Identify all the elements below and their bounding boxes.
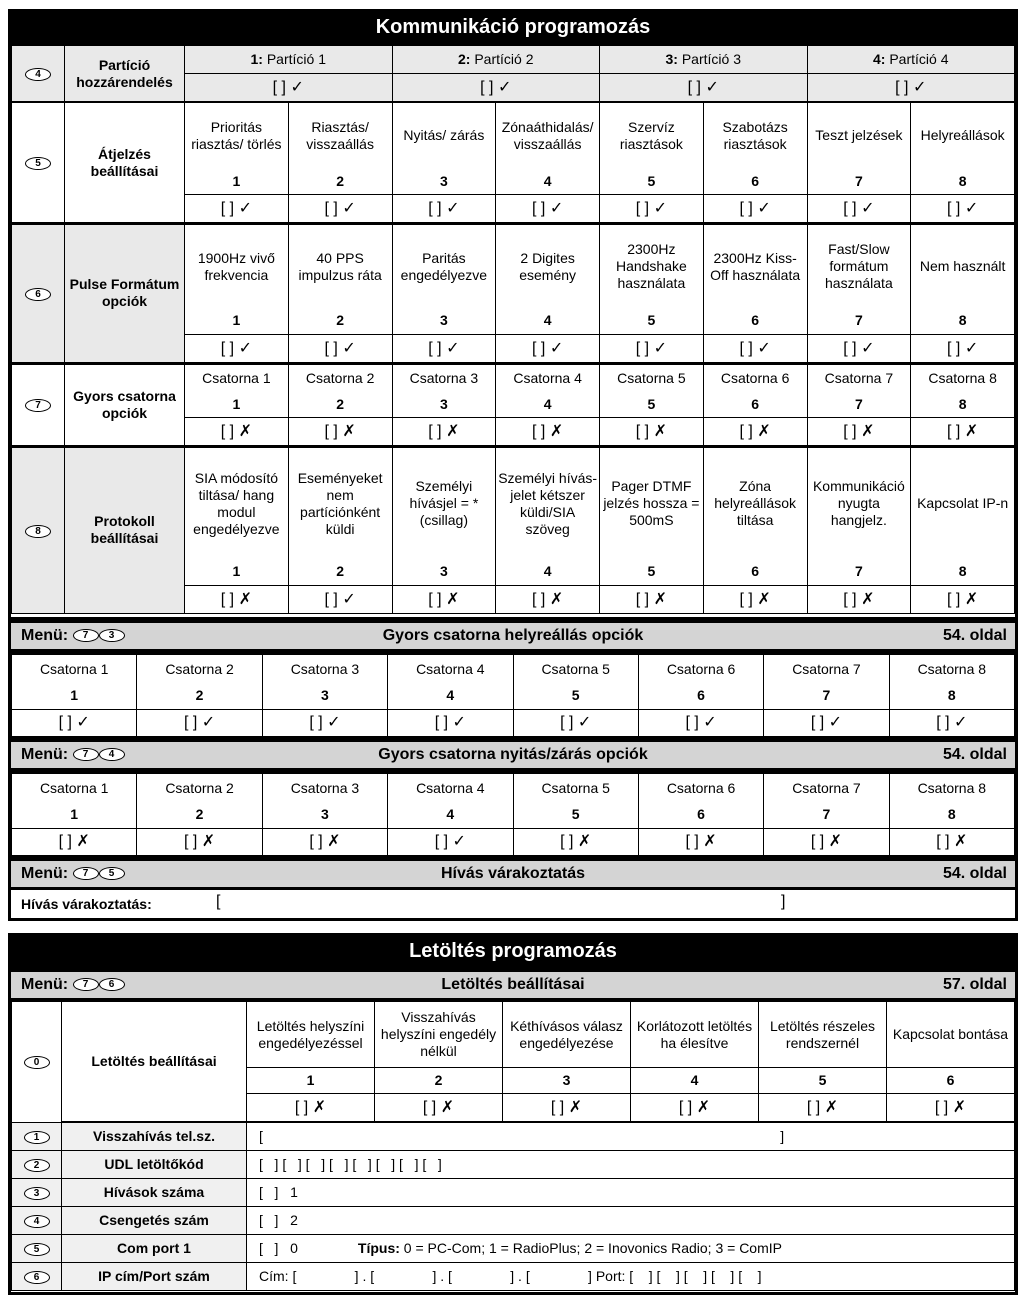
section-8-table: [11, 446, 1015, 614]
option-checkbox[interactable]: [ ] ✓: [496, 334, 600, 362]
menu-label: Menü:: [21, 865, 69, 882]
option-checkbox[interactable]: [ ] ✓: [288, 585, 392, 613]
option-label: Riasztás/ visszaállás: [288, 103, 392, 169]
channel-checkbox[interactable]: [ ] ✓: [12, 709, 137, 736]
channel-label: Csatorna 4: [388, 655, 513, 683]
channel-number: 5: [513, 802, 638, 828]
channel-checkbox[interactable]: [ ] ✓: [638, 709, 763, 736]
dl-checkbox[interactable]: [ ] ✗: [503, 1094, 631, 1122]
option-number: 8: [911, 169, 1015, 195]
download-title: Letöltés programozás: [8, 933, 1018, 969]
option-checkbox[interactable]: [ ] ✓: [911, 195, 1015, 223]
channel-label: Csatorna 6: [638, 655, 763, 683]
dl-checkbox[interactable]: [ ] ✗: [887, 1094, 1015, 1122]
download-frame: [8, 1001, 1018, 1295]
option-number: 2: [288, 169, 392, 195]
channel-label: Csatorna 7: [764, 655, 889, 683]
option-checkbox[interactable]: [ ] ✓: [703, 334, 807, 362]
option-number: 3: [392, 169, 496, 195]
channel-label: Csatorna 3: [262, 655, 387, 683]
step-oval: 2: [24, 1159, 50, 1172]
option-checkbox[interactable]: [ ] ✓: [911, 334, 1015, 362]
field-row: [12, 1263, 1015, 1291]
option-checkbox[interactable]: [ ] ✓: [288, 334, 392, 362]
channel-checkbox[interactable]: [ ] ✓: [889, 709, 1014, 736]
page-ref: 54. oldal: [942, 865, 1007, 882]
option-label: Csatorna 2: [288, 364, 392, 392]
field-value[interactable]: [ ] 2: [259, 1212, 298, 1228]
channel-number: 3: [262, 683, 387, 709]
section-6-table: [11, 223, 1015, 363]
channel-label: Csatorna 2: [137, 774, 262, 802]
option-label: Paritás engedélyezve: [392, 224, 496, 308]
partition-label: Partíció hozzárendelés: [65, 46, 185, 102]
option-number: 2: [288, 559, 392, 585]
option-number: 5: [600, 559, 704, 585]
option-label: Zónaáthidalás/ visszaállás: [496, 103, 600, 169]
field-label: UDL letöltőkód: [62, 1151, 247, 1179]
channel-number: 4: [388, 802, 513, 828]
option-number: 7: [807, 169, 911, 195]
option-checkbox[interactable]: [ ] ✓: [496, 195, 600, 223]
dl-col-2: Visszahívás helyszíni engedély nélkül: [375, 1002, 503, 1068]
type-legend: 0 = PC-Com; 1 = RadioPlus; 2 = Inovonics Radio; 3 = ComIP: [403, 1240, 782, 1256]
step-oval: 4: [24, 1215, 50, 1228]
channel-label: Csatorna 1: [12, 774, 137, 802]
option-number: 6: [703, 559, 807, 585]
channel-label: Csatorna 5: [513, 655, 638, 683]
key-oval: 6: [99, 978, 125, 991]
call-wait-open[interactable]: [: [216, 893, 221, 910]
field-row: [12, 1151, 1015, 1179]
section-label: Protokoll beállításai: [65, 447, 185, 613]
step-oval: 5: [24, 1243, 50, 1256]
dl-checkbox[interactable]: [ ] ✗: [631, 1094, 759, 1122]
option-number: 3: [392, 559, 496, 585]
option-label: 1900Hz vivő frekvencia: [185, 224, 289, 308]
channel-checkbox[interactable]: [ ] ✗: [764, 828, 889, 855]
step-oval: 6: [25, 288, 51, 301]
step-oval: 8: [25, 525, 51, 538]
dl-checkbox[interactable]: [ ] ✗: [759, 1094, 887, 1122]
page-ref: 54. oldal: [942, 627, 1007, 644]
option-number: 4: [496, 559, 600, 585]
partition-col-3: 3: Partíció 3: [600, 46, 808, 74]
section-label: Átjelzés beállításai: [65, 103, 185, 223]
option-label: Fast/Slow formátum használata: [807, 224, 911, 308]
dl-checkbox[interactable]: [ ] ✗: [375, 1094, 503, 1122]
option-number: 8: [911, 392, 1015, 418]
option-label: Helyreállások: [911, 103, 1015, 169]
option-checkbox[interactable]: [ ] ✗: [911, 418, 1015, 446]
channel-number: 7: [764, 802, 889, 828]
option-checkbox[interactable]: [ ] ✗: [496, 585, 600, 613]
option-checkbox[interactable]: [ ] ✓: [703, 195, 807, 223]
partition-col-1: 1: Partíció 1: [185, 46, 393, 74]
channel-checkbox[interactable]: [ ] ✗: [262, 828, 387, 855]
field-label: Csengetés szám: [62, 1207, 247, 1235]
section-label: Gyors csatorna opciók: [65, 364, 185, 446]
option-number: 6: [703, 392, 807, 418]
dl-num: 5: [759, 1068, 887, 1094]
channel-label: Csatorna 1: [12, 655, 137, 683]
key-oval: 7: [73, 978, 99, 991]
option-sections: [11, 102, 1015, 614]
channel-table: [11, 774, 1015, 855]
option-number: 5: [600, 308, 704, 334]
option-label: 40 PPS impulzus ráta: [288, 224, 392, 308]
option-checkbox[interactable]: [ ] ✓: [600, 334, 704, 362]
partition-checkbox[interactable]: [ ] ✓: [392, 74, 600, 102]
channel-checkbox[interactable]: [ ] ✗: [12, 828, 137, 855]
option-label: Pager DTMF jelzés hossza = 500mS: [600, 447, 704, 559]
key-oval: 4: [99, 748, 125, 761]
step-oval: 3: [24, 1187, 50, 1200]
option-number: 1: [185, 169, 289, 195]
option-checkbox[interactable]: [ ] ✗: [703, 418, 807, 446]
option-number: 1: [185, 559, 289, 585]
option-label: Szabotázs riasztások: [703, 103, 807, 169]
option-label: Csatorna 6: [703, 364, 807, 392]
partition-checkbox[interactable]: [ ] ✓: [600, 74, 808, 102]
comm-title: Kommunikáció programozás: [8, 9, 1018, 45]
menu-title: Gyors csatorna nyitás/zárás opciók: [378, 746, 648, 763]
option-label: Csatorna 8: [911, 364, 1015, 392]
type-label: Típus:: [357, 1240, 400, 1256]
channel-number: 8: [889, 802, 1014, 828]
option-number: 4: [496, 392, 600, 418]
option-number: 1: [185, 392, 289, 418]
channel-number: 8: [889, 683, 1014, 709]
option-label: Csatorna 5: [600, 364, 704, 392]
dl-col-3: Kéthívásos válasz engedélyezése: [503, 1002, 631, 1068]
channel-checkbox[interactable]: [ ] ✓: [513, 709, 638, 736]
partition-col-2: 2: Partíció 2: [392, 46, 600, 74]
option-checkbox[interactable]: [ ] ✗: [185, 585, 289, 613]
field-label: Visszahívás tel.sz.: [62, 1123, 247, 1151]
download-fields: [11, 1122, 1015, 1291]
option-number: 1: [185, 308, 289, 334]
option-number: 5: [600, 169, 704, 195]
section-7-table: [11, 363, 1015, 447]
dl-num: 4: [631, 1068, 759, 1094]
channel-label: Csatorna 6: [638, 774, 763, 802]
option-checkbox[interactable]: [ ] ✗: [703, 585, 807, 613]
channel-label: Csatorna 7: [764, 774, 889, 802]
channel-label: Csatorna 2: [137, 655, 262, 683]
option-checkbox[interactable]: [ ] ✗: [185, 418, 289, 446]
partition-table: [11, 45, 1015, 102]
field-label: IP cím/Port szám: [62, 1263, 247, 1291]
channel-table-74: [8, 771, 1018, 858]
call-wait-label: Hívás várakoztatás:: [21, 896, 152, 912]
option-checkbox[interactable]: [ ] ✗: [807, 418, 911, 446]
channel-table-73: [8, 652, 1018, 739]
menu-label: Menü:: [21, 746, 69, 763]
option-label: Zóna helyreállások tiltása: [703, 447, 807, 559]
channel-label: Csatorna 8: [889, 655, 1014, 683]
menu-bar-75: [8, 858, 1018, 890]
option-checkbox[interactable]: [ ] ✗: [496, 418, 600, 446]
comm-frame: [8, 45, 1018, 620]
channel-label: Csatorna 8: [889, 774, 1014, 802]
option-label: Nyitás/ zárás: [392, 103, 496, 169]
dl-num: 2: [375, 1068, 503, 1094]
option-checkbox[interactable]: [ ] ✓: [185, 334, 289, 362]
channel-number: 7: [764, 683, 889, 709]
field-value[interactable]: [ ]: [259, 1128, 785, 1144]
menu-title: Hívás várakoztatás: [440, 865, 586, 882]
option-label: Prioritás riasztás/ törlés: [185, 103, 289, 169]
field-label: Hívások száma: [62, 1179, 247, 1207]
channel-checkbox[interactable]: [ ] ✗: [638, 828, 763, 855]
key-oval: 7: [73, 629, 99, 642]
option-label: Teszt jelzések: [807, 103, 911, 169]
menu-bar-74: [8, 739, 1018, 771]
option-label: 2 Digites esemény: [496, 224, 600, 308]
option-label: SIA módosító tiltása/ hang modul engedélyezve: [185, 447, 289, 559]
option-checkbox[interactable]: [ ] ✓: [288, 195, 392, 223]
channel-label: Csatorna 5: [513, 774, 638, 802]
menu-label: Menü:: [21, 627, 69, 644]
channel-number: 5: [513, 683, 638, 709]
option-number: 8: [911, 308, 1015, 334]
option-label: Eseményeket nem partíciónként küldi: [288, 447, 392, 559]
channel-number: 3: [262, 802, 387, 828]
option-checkbox[interactable]: [ ] ✗: [288, 418, 392, 446]
dl-num: 3: [503, 1068, 631, 1094]
option-checkbox[interactable]: [ ] ✗: [392, 585, 496, 613]
option-checkbox[interactable]: [ ] ✗: [911, 585, 1015, 613]
channel-number: 2: [137, 802, 262, 828]
channel-checkbox[interactable]: [ ] ✓: [388, 709, 513, 736]
partition-col-4: 4: Partíció 4: [807, 46, 1015, 74]
option-number: 2: [288, 308, 392, 334]
dl-num: 1: [247, 1068, 375, 1094]
option-number: 7: [807, 559, 911, 585]
option-number: 4: [496, 308, 600, 334]
step-oval: 4: [25, 68, 51, 81]
option-number: 3: [392, 392, 496, 418]
option-checkbox[interactable]: [ ] ✗: [600, 418, 704, 446]
option-checkbox[interactable]: [ ] ✓: [807, 195, 911, 223]
channel-checkbox[interactable]: [ ] ✓: [262, 709, 387, 736]
section-5-table: [11, 102, 1015, 223]
menu-title: Letöltés beállításai: [441, 976, 585, 993]
step-oval: 6: [24, 1271, 50, 1284]
channel-number: 6: [638, 683, 763, 709]
key-oval: 5: [99, 867, 125, 880]
dl-checkbox[interactable]: [ ] ✗: [247, 1094, 375, 1122]
channel-table: [11, 655, 1015, 736]
channel-checkbox[interactable]: [ ] ✓: [764, 709, 889, 736]
option-number: 3: [392, 308, 496, 334]
step-oval: 0: [24, 1056, 50, 1069]
option-number: 7: [807, 392, 911, 418]
channel-number: 6: [638, 802, 763, 828]
dl-num: 6: [887, 1068, 1015, 1094]
channel-label: Csatorna 3: [262, 774, 387, 802]
step-oval: 7: [25, 399, 51, 412]
field-value[interactable]: [ ] 0: [259, 1240, 298, 1256]
download-label: Letöltés beállításai: [62, 1002, 247, 1122]
option-label: Csatorna 7: [807, 364, 911, 392]
option-label: Nem használt: [911, 224, 1015, 308]
option-checkbox[interactable]: [ ] ✓: [600, 195, 704, 223]
key-oval: 7: [73, 748, 99, 761]
step-oval: 5: [25, 157, 51, 170]
field-label: Com port 1: [62, 1235, 247, 1263]
channel-checkbox[interactable]: [ ] ✗: [137, 828, 262, 855]
option-label: Szervíz riasztások: [600, 103, 704, 169]
option-label: Kommunikáció nyugta hangjelz.: [807, 447, 911, 559]
option-label: Személyi hívásjel = * (csillag): [392, 447, 496, 559]
key-oval: 3: [99, 629, 125, 642]
menu-bar-76: [8, 969, 1018, 1001]
dl-col-5: Letöltés részeles rendszernél: [759, 1002, 887, 1068]
option-label: Kapcsolat IP-n: [911, 447, 1015, 559]
section-label: Pulse Formátum opciók: [65, 224, 185, 362]
option-number: 7: [807, 308, 911, 334]
option-number: 4: [496, 169, 600, 195]
option-label: 2300Hz Handshake használata: [600, 224, 704, 308]
option-checkbox[interactable]: [ ] ✓: [392, 334, 496, 362]
dl-col-6: Kapcsolat bontása: [887, 1002, 1015, 1068]
field-row: [12, 1207, 1015, 1235]
page-ref: 57. oldal: [942, 976, 1007, 993]
channel-checkbox[interactable]: [ ] ✗: [513, 828, 638, 855]
field-value[interactable]: [ ] 1: [259, 1184, 298, 1200]
option-label: Csatorna 4: [496, 364, 600, 392]
channel-number: 1: [12, 683, 137, 709]
option-number: 5: [600, 392, 704, 418]
dl-col-4: Korlátozott letöltés ha élesítve: [631, 1002, 759, 1068]
step-oval: 1: [24, 1131, 50, 1144]
option-checkbox[interactable]: [ ] ✗: [392, 418, 496, 446]
partition-checkbox[interactable]: [ ] ✓: [185, 74, 393, 102]
channel-checkbox[interactable]: [ ] ✓: [388, 828, 513, 855]
option-number: 6: [703, 169, 807, 195]
key-oval: 7: [73, 867, 99, 880]
option-number: 8: [911, 559, 1015, 585]
option-checkbox[interactable]: [ ] ✓: [185, 195, 289, 223]
option-number: 2: [288, 392, 392, 418]
field-value[interactable]: Cím: [ ] . [ ] . [ ] . [ ] Port: [ ] [ ] [ ] [ ] [ ]: [259, 1268, 762, 1284]
channel-number: 1: [12, 802, 137, 828]
option-checkbox[interactable]: [ ] ✓: [807, 334, 911, 362]
call-wait-close[interactable]: ]: [781, 893, 786, 910]
field-row: [12, 1179, 1015, 1207]
field-row: [12, 1235, 1015, 1263]
option-label: Személyi hívás-jelet kétszer küldi/SIA szöveg: [496, 447, 600, 559]
channel-checkbox[interactable]: [ ] ✗: [889, 828, 1014, 855]
dl-col-1: Letöltés helyszíni engedélyezéssel: [247, 1002, 375, 1068]
partition-checkbox[interactable]: [ ] ✓: [807, 74, 1015, 102]
channel-number: 2: [137, 683, 262, 709]
option-checkbox[interactable]: [ ] ✗: [600, 585, 704, 613]
menu-label: Menü:: [21, 976, 69, 993]
field-value[interactable]: [ ] [ ] [ ] [ ] [ ] [ ] [ ] [ ]: [259, 1156, 442, 1172]
download-options-table: [11, 1001, 1015, 1122]
page-ref: 54. oldal: [942, 746, 1007, 763]
menu-bar-73: [8, 620, 1018, 652]
option-label: Csatorna 1: [185, 364, 289, 392]
channel-checkbox[interactable]: [ ] ✓: [137, 709, 262, 736]
menu-title: Gyors csatorna helyreállás opciók: [382, 627, 644, 644]
option-checkbox[interactable]: [ ] ✗: [807, 585, 911, 613]
channel-number: 4: [388, 683, 513, 709]
call-wait-row: [8, 890, 1018, 921]
option-label: 2300Hz Kiss-Off használata: [703, 224, 807, 308]
channel-label: Csatorna 4: [388, 774, 513, 802]
field-row: [12, 1123, 1015, 1151]
option-checkbox[interactable]: [ ] ✓: [392, 195, 496, 223]
option-label: Csatorna 3: [392, 364, 496, 392]
option-number: 6: [703, 308, 807, 334]
